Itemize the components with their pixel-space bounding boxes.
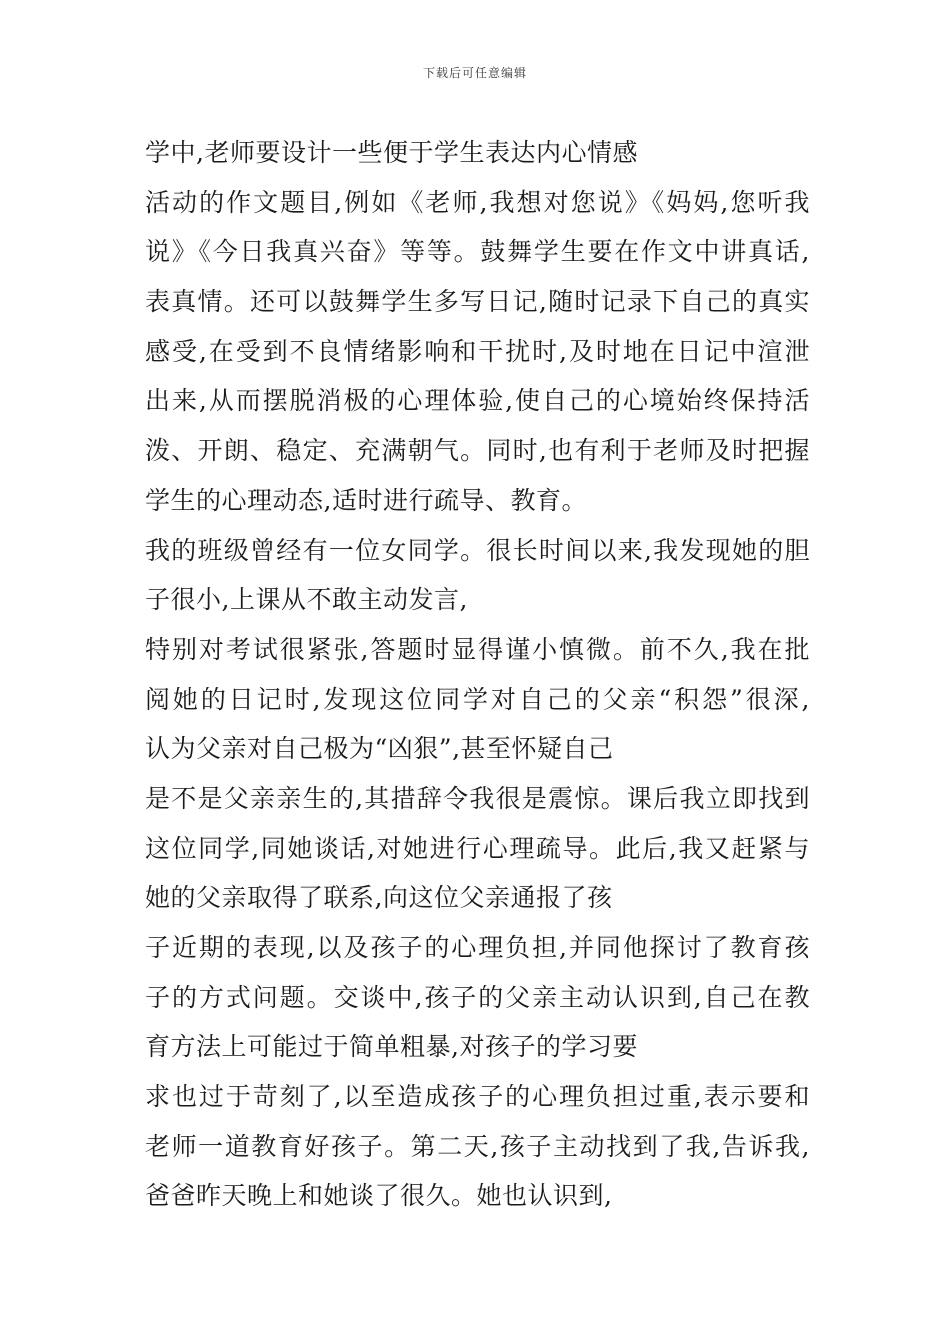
text-line: 学中,老师要设计一些便于学生表达内心情感 [145, 138, 638, 167]
text-line: 说》《今日我真兴奋》等等。鼓舞学生要在作文中讲真话, [145, 237, 810, 267]
text-line: 表真情。还可以鼓舞学生多写日记,随时记录下自己的真实 [145, 287, 810, 317]
text-line: 出来,从而摆脱消极的心理体验,使自己的心境始终保持活 [145, 386, 810, 416]
text-line: 泼、开朗、稳定、充满朝气。同时,也有利于老师及时把握 [145, 436, 810, 466]
text-line: 她的父亲取得了联系,向这位父亲通报了孩 [145, 883, 613, 913]
text-line: 感受,在受到不良情绪影响和干扰时,及时地在日记中渲泄 [145, 336, 810, 366]
body-text [145, 128, 810, 1221]
text-line: 认为父亲对自己极为“凶狠”,甚至怀疑自己 [145, 734, 614, 764]
text-line: 育方法上可能过于简单粗暴,对孩子的学习要 [145, 1032, 638, 1062]
text-line: 子很小,上课从不敢主动发言, [145, 585, 468, 615]
text-line: 子的方式问题。交谈中,孩子的父亲主动认识到,自己在教 [145, 982, 810, 1012]
text-line: 学生的心理动态,适时进行疏导、教育。 [145, 485, 587, 515]
text-line: 活动的作文题目,例如《老师,我想对您说》《妈妈,您听我 [145, 187, 810, 217]
page-header: 下载后可任意编辑 [422, 66, 527, 80]
text-line: 子近期的表现,以及孩子的心理负担,并同他探讨了教育孩 [145, 933, 810, 962]
text-line: 求也过于苛刻了,以至造成孩子的心理负担过重,表示要和 [145, 1082, 810, 1112]
text-line: 老师一道教育好孩子。第二天,孩子主动找到了我,告诉我, [145, 1131, 810, 1161]
text-line: 这位同学,同她谈话,对她进行心理疏导。此后,我又赶紧与 [145, 833, 810, 863]
text-line: 特别对考试很紧张,答题时显得谨小慎微。前不久,我在批 [145, 634, 810, 664]
text-line: 爸爸昨天晚上和她谈了很久。她也认识到, [145, 1181, 613, 1211]
text-line: 是不是父亲亲生的,其措辞令我很是震惊。课后我立即找到 [145, 783, 810, 813]
text-line: 阅她的日记时,发现这位同学对自己的父亲“积怨”很深, [145, 684, 810, 714]
text-line: 我的班级曾经有一位女同学。很长时间以来,我发现她的胆 [145, 535, 810, 565]
